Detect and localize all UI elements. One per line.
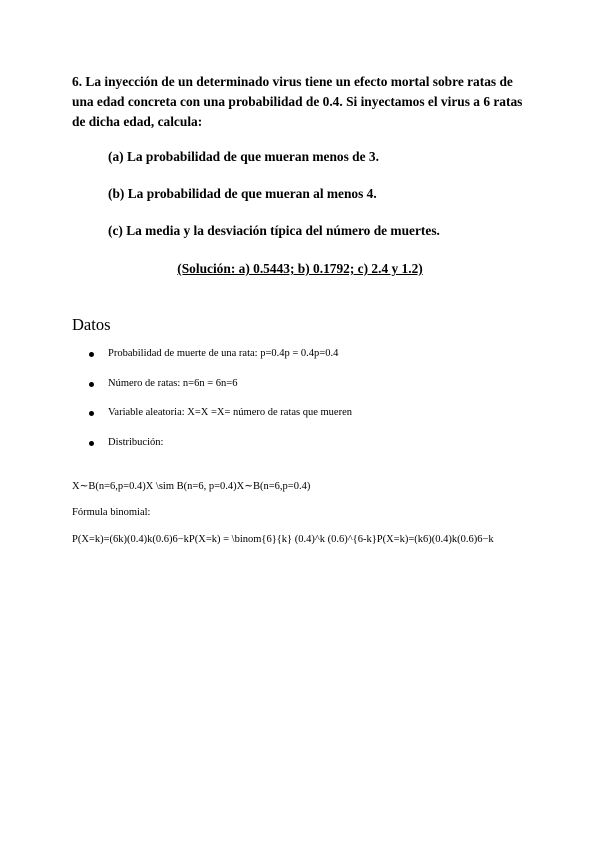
datos-item-probability — [72, 343, 542, 373]
datos-item-variable — [72, 402, 542, 432]
problem-part-a: (a) La probabilidad de que mueran menos de 3. — [108, 149, 379, 164]
bullet-icon — [89, 441, 94, 446]
datos-heading: Datos — [72, 315, 111, 334]
datos-item-text: Distribución: — [108, 436, 164, 448]
solution-text: (Solución: a) 0.5443; b) 0.1792; c) 2.4 y 1.2) — [177, 261, 423, 276]
bullet-icon — [89, 411, 94, 416]
datos-list — [72, 343, 542, 461]
datos-item-distribution — [72, 432, 542, 462]
datos-item-count — [72, 373, 542, 403]
bullet-icon — [89, 352, 94, 357]
problem-part-c: (c) La media y la desviación típica del número de muertes. — [108, 223, 440, 238]
datos-item-text: Variable aleatoria: X=X =X= número de ratas que mueren — [108, 407, 353, 418]
formula-label: Fórmula binomial: — [72, 507, 151, 518]
datos-item-text: Probabilidad de muerte de una rata: p=0.4p = 0.4p=0.4 — [108, 348, 339, 359]
problem-statement: 6. La inyección de un determinado virus tiene un efecto mortal sobre ratas de una edad concreta con una probabilidad de 0.4. Si inyectamos el virus a 6 ratas de dicha edad, calcula: — [72, 74, 523, 129]
datos-item-text: Número de ratas: n=6n = 6n=6 — [108, 377, 238, 389]
binomial-formula: P(X=k)=(6k)(0.4)k(0.6)6−kP(X=k) = \binom{6}{k} (0.4)^k (0.6)^{6-k}P(X=k)=(k6)(0.4)k(0.6)6−k — [72, 534, 494, 545]
distribution-formula: X∼B(n=6,p=0.4)X \sim B(n=6, p=0.4)X∼B(n=6,p=0.4) — [72, 481, 311, 492]
problem-part-b: (b) La probabilidad de que mueran al menos 4. — [108, 186, 377, 201]
solution-line — [0, 260, 600, 278]
bullet-icon — [89, 382, 94, 387]
